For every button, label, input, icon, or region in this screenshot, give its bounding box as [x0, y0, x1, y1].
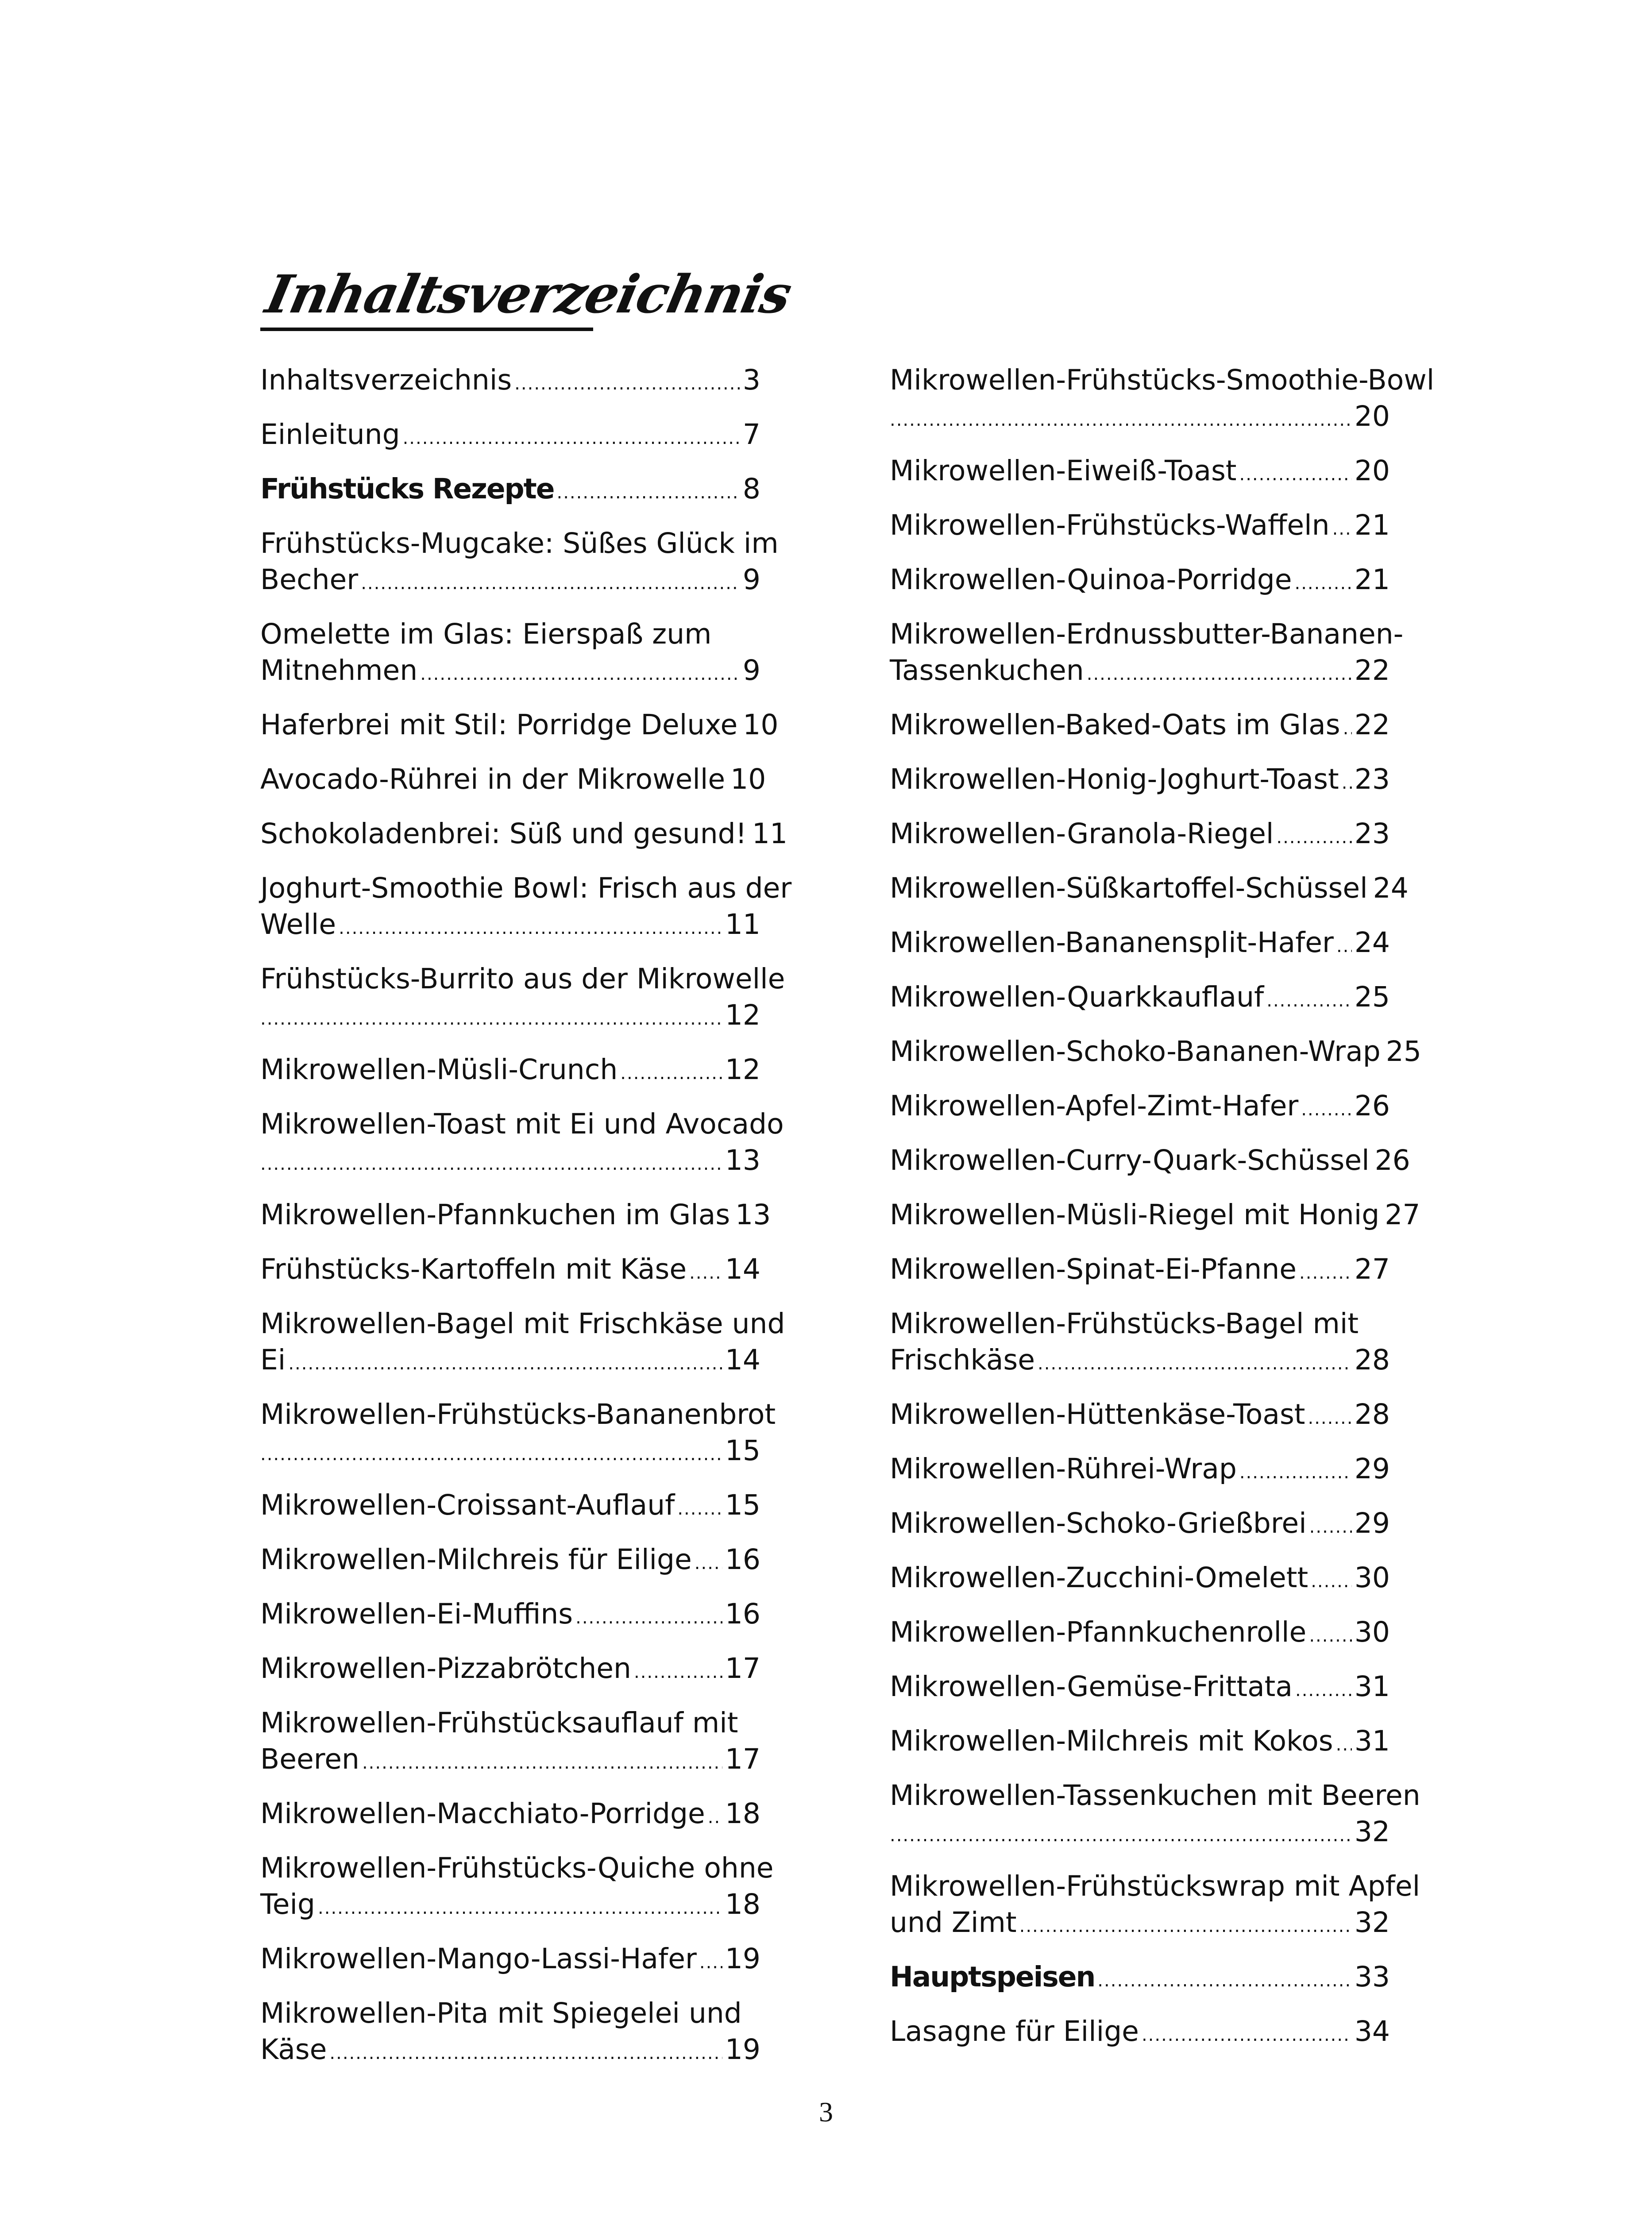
- dot-leader: [329, 2035, 722, 2071]
- toc-entry[interactable]: [260, 1941, 760, 1995]
- toc-entry-page: 21: [1354, 509, 1390, 541]
- dot-leader: [695, 1545, 722, 1581]
- toc-entry[interactable]: [260, 1487, 760, 1542]
- toc-entry-title: Mikrowellen-Hüttenkäse-Toast: [890, 1398, 1305, 1430]
- toc-entry-title: Tassenkuchen: [890, 654, 1084, 686]
- toc-entry[interactable]: [260, 525, 779, 616]
- toc-entry-title: Mikrowellen-Macchiato-Porridge: [260, 1797, 705, 1830]
- toc-entry-page: 15: [725, 1489, 760, 1521]
- toc-entry-page: 30: [1354, 1561, 1390, 1594]
- dot-leader: [1295, 1672, 1352, 1708]
- toc-entry-title: Mitnehmen: [260, 654, 418, 686]
- toc-entry-page: 20: [1354, 400, 1390, 432]
- toc-entry-title: Mikrowellen-Zucchini-Omelett: [890, 1561, 1308, 1594]
- toc-entry[interactable]: [260, 471, 760, 525]
- toc-entry-page: 15: [725, 1434, 760, 1467]
- toc-entry[interactable]: [260, 1796, 760, 1850]
- toc-entry-page: 27: [1385, 1199, 1420, 1231]
- toc-entry-title: Mikrowellen-Gemüse-Frittata: [890, 1670, 1293, 1703]
- dot-leader: [634, 1654, 722, 1690]
- toc-entry[interactable]: [260, 707, 779, 761]
- toc-entry[interactable]: [260, 362, 760, 416]
- toc-entry[interactable]: [260, 1197, 771, 1251]
- toc-entry[interactable]: [890, 1306, 1390, 1396]
- toc-entry-title: Haferbrei mit Stil: Porridge Deluxe: [260, 709, 738, 741]
- toc-entry-title: Frühstücks-Mugcake: Süßes Glück im: [260, 527, 779, 559]
- dot-leader: [689, 1255, 722, 1291]
- toc-entry-title: Mikrowellen-Baked-Oats im Glas: [890, 709, 1340, 741]
- dot-leader: [1266, 983, 1352, 1019]
- toc-entry[interactable]: [890, 1777, 1420, 1868]
- toc-entry[interactable]: [890, 1142, 1410, 1197]
- toc-entry[interactable]: [260, 1306, 785, 1396]
- toc-entry-page: 13: [735, 1199, 771, 1231]
- dot-leader: [1276, 819, 1351, 856]
- toc-entry-page: 21: [1354, 563, 1390, 596]
- toc-entry-title: Beeren: [260, 1743, 359, 1775]
- dot-leader: [260, 1146, 722, 1182]
- toc-entry-title: Mikrowellen-Schoko-Bananen-Wrap: [890, 1035, 1381, 1068]
- toc-entry[interactable]: [890, 362, 1435, 453]
- toc-entry-page: 16: [725, 1598, 760, 1630]
- toc-entry-page: 29: [1354, 1453, 1390, 1485]
- toc-entry-title: Mikrowellen-Croissant-Auflauf: [260, 1489, 675, 1521]
- toc-entry-title: Becher: [260, 563, 359, 596]
- toc-entry[interactable]: [890, 1251, 1390, 1306]
- dot-leader: [288, 1346, 722, 1382]
- toc-entry-page: 18: [725, 1797, 760, 1830]
- toc-entry[interactable]: [890, 925, 1390, 979]
- toc-entry-title: Mikrowellen-Frühstücks-Bananenbrot: [260, 1398, 776, 1430]
- toc-entry[interactable]: [890, 1451, 1390, 1505]
- toc-entry-title: Mikrowellen-Toast mit Ei und Avocado: [260, 1108, 784, 1140]
- dot-leader: [890, 1817, 1352, 1854]
- toc-entry-title: Mikrowellen-Tassenkuchen mit Beeren: [890, 1779, 1420, 1812]
- toc-entry-page: 23: [1354, 763, 1390, 795]
- toc-entry-page: 26: [1354, 1090, 1390, 1122]
- toc-entry-title: Mikrowellen-Milchreis für Eilige: [260, 1543, 692, 1576]
- toc-entry-title: Avocado-Rührei in der Mikrowelle: [260, 763, 726, 795]
- dot-leader: [1309, 1509, 1352, 1545]
- toc-entry-page: 31: [1354, 1725, 1390, 1757]
- toc-entry-title: Mikrowellen-Frühstücksauflauf mit: [260, 1707, 738, 1739]
- toc-entry-page: 19: [725, 2033, 760, 2066]
- toc-entry[interactable]: [890, 1396, 1390, 1451]
- toc-entry-page: 13: [725, 1144, 760, 1176]
- toc-entry-page: 30: [1354, 1616, 1390, 1648]
- toc-entry[interactable]: [260, 1705, 760, 1796]
- dot-leader: [557, 474, 740, 511]
- toc-heading: Inhaltsverzeichnis: [261, 263, 797, 325]
- toc-entry[interactable]: [890, 1088, 1390, 1142]
- dot-leader: [1295, 565, 1352, 601]
- toc-entry-title: Mikrowellen-Quinoa-Porridge: [890, 563, 1292, 596]
- toc-entry-page: 18: [725, 1888, 760, 1920]
- dot-leader: [403, 420, 740, 456]
- dot-leader: [318, 1890, 722, 1926]
- toc-entry-title: Teig: [260, 1888, 316, 1920]
- dot-leader: [677, 1491, 722, 1527]
- toc-entry-title: Lasagne für Eilige: [890, 2015, 1139, 2047]
- toc-entry-title: Mikrowellen-Pfannkuchenrolle: [890, 1616, 1307, 1648]
- page-number: 3: [819, 2096, 833, 2128]
- toc-entry-title: Mikrowellen-Pizzabrötchen: [260, 1652, 631, 1685]
- toc-entry-title: Ei: [260, 1344, 286, 1376]
- dot-leader: [514, 366, 740, 402]
- toc-entry-page: 34: [1354, 2015, 1390, 2047]
- toc-entry-title: Welle: [260, 908, 336, 941]
- dot-leader: [1301, 1091, 1352, 1128]
- toc-entry-page: 26: [1374, 1144, 1410, 1176]
- toc-entry-title: Mikrowellen-Milchreis mit Kokos: [890, 1725, 1333, 1757]
- toc-entry-title: Frühstücks Rezepte: [260, 473, 554, 505]
- toc-entry[interactable]: [890, 761, 1390, 816]
- dot-leader: [1019, 1908, 1352, 1944]
- toc-entry[interactable]: [890, 2013, 1390, 2068]
- toc-entry-title: Frühstücks-Kartoffeln mit Käse: [260, 1253, 687, 1285]
- toc-entry[interactable]: [260, 1995, 760, 2086]
- toc-entry[interactable]: [890, 562, 1390, 616]
- toc-entry-title: Mikrowellen-Frühstücks-Smoothie-Bowl: [890, 364, 1435, 396]
- dot-leader: [1332, 511, 1352, 547]
- toc-entry[interactable]: [890, 1669, 1390, 1723]
- toc-entry-page: 22: [1354, 709, 1390, 741]
- toc-entry-page: 28: [1354, 1398, 1390, 1430]
- toc-entry-title: Mikrowellen-Bananensplit-Hafer: [890, 926, 1334, 959]
- toc-entry-title: Frischkäse: [890, 1344, 1035, 1376]
- toc-entry-page: 32: [1354, 1816, 1390, 1848]
- toc-entry-page: 17: [725, 1652, 760, 1685]
- toc-entry-title: Mikrowellen-Honig-Joghurt-Toast: [890, 763, 1339, 795]
- toc-entry-page: 9: [742, 654, 760, 686]
- toc-entry[interactable]: [260, 1251, 760, 1306]
- dot-leader: [1308, 1400, 1351, 1436]
- toc-entry-title: Mikrowellen-Frühstücks-Quiche ohne: [260, 1852, 774, 1884]
- toc-entry-page: 12: [725, 999, 760, 1031]
- toc-entry-title: Mikrowellen-Spinat-Ei-Pfanne: [890, 1253, 1297, 1285]
- toc-entry-page: 16: [725, 1543, 760, 1576]
- toc-entry[interactable]: [260, 1850, 774, 1941]
- toc-entry-title: Mikrowellen-Frühstücks-Bagel mit: [890, 1307, 1359, 1340]
- dot-leader: [1343, 710, 1352, 747]
- toc-entry-title: Mikrowellen-Mango-Lassi-Hafer: [260, 1943, 697, 1975]
- toc-entry-page: 22: [1354, 654, 1390, 686]
- toc-entry[interactable]: [890, 707, 1390, 761]
- dot-leader: [362, 1745, 722, 1781]
- toc-entry[interactable]: [260, 1596, 760, 1650]
- toc-entry[interactable]: [890, 1505, 1390, 1560]
- toc-entry[interactable]: [260, 416, 760, 471]
- toc-entry-title: Omelette im Glas: Eierspaß zum: [260, 618, 712, 650]
- toc-entry[interactable]: [890, 1033, 1421, 1088]
- toc-entry-title: Mikrowellen-Frühstückswrap mit Apfel: [890, 1870, 1420, 1902]
- toc-entry-page: 23: [1354, 817, 1390, 850]
- toc-entry-page: 10: [730, 763, 766, 795]
- toc-entry-title: Inhaltsverzeichnis: [260, 364, 512, 396]
- toc-entry-title: Hauptspeisen: [890, 1961, 1095, 1993]
- dot-leader: [1336, 928, 1352, 964]
- toc-entry-title: Frühstücks-Burrito aus der Mikrowelle: [260, 963, 785, 995]
- toc-entry-title: Schokoladenbrei: Süß und gesund!: [260, 817, 747, 850]
- toc-entry-page: 31: [1354, 1670, 1390, 1703]
- toc-entry-page: 17: [725, 1743, 760, 1775]
- dot-leader: [1311, 1563, 1352, 1600]
- toc-entry-page: 25: [1386, 1035, 1421, 1068]
- dot-leader: [1038, 1346, 1352, 1382]
- toc-entry[interactable]: [260, 961, 785, 1052]
- toc-entry-title: Mikrowellen-Pita mit Spiegelei und: [260, 1997, 742, 2029]
- dot-leader: [1239, 456, 1351, 493]
- toc-entry-title: Mikrowellen-Süßkartoffel-Schüssel: [890, 872, 1368, 904]
- toc-entry[interactable]: [260, 1650, 760, 1705]
- dot-leader: [1299, 1255, 1352, 1291]
- toc-entry[interactable]: [260, 1052, 760, 1106]
- dot-leader: [260, 1001, 722, 1037]
- toc-entry-page: 11: [725, 908, 760, 941]
- toc-entry-page: 29: [1354, 1507, 1390, 1539]
- toc-entry[interactable]: [890, 453, 1390, 507]
- dot-leader: [1239, 1454, 1352, 1491]
- toc-entry-title: Mikrowellen-Pfannkuchen im Glas: [260, 1199, 730, 1231]
- dot-leader: [260, 1436, 722, 1473]
- toc-entry-title: Einleitung: [260, 418, 400, 451]
- toc-entry-page: 12: [725, 1053, 760, 1086]
- dot-leader: [575, 1600, 722, 1636]
- dot-leader: [708, 1799, 722, 1835]
- dot-leader: [420, 656, 740, 692]
- toc-entry-title: und Zimt: [890, 1906, 1017, 1939]
- dot-leader: [1309, 1618, 1352, 1654]
- toc-entry-page: 33: [1354, 1961, 1390, 1993]
- toc-entry-title: Mikrowellen-Müsli-Riegel mit Honig: [890, 1199, 1380, 1231]
- toc-entry[interactable]: [260, 1106, 784, 1197]
- dot-leader: [890, 402, 1352, 438]
- toc-entry[interactable]: [890, 1197, 1420, 1251]
- toc-entry-title: Mikrowellen-Quarkkauflauf: [890, 981, 1264, 1013]
- toc-entry-page: 11: [752, 817, 788, 850]
- toc-entry[interactable]: [260, 616, 760, 707]
- toc-entry[interactable]: [260, 1542, 760, 1596]
- toc-entry-title: Mikrowellen-Schoko-Grießbrei: [890, 1507, 1307, 1539]
- dot-leader: [1142, 2017, 1352, 2053]
- toc-entry-page: 8: [742, 473, 760, 505]
- toc-entry[interactable]: [890, 507, 1390, 562]
- toc-entry-title: Mikrowellen-Müsli-Crunch: [260, 1053, 618, 1086]
- toc-entry-title: Käse: [260, 2033, 327, 2066]
- toc-entry[interactable]: [890, 1614, 1390, 1669]
- toc-entry-title: Mikrowellen-Bagel mit Frischkäse und: [260, 1307, 785, 1340]
- toc-entry-page: 3: [742, 364, 760, 396]
- dot-leader: [339, 910, 722, 946]
- dot-leader: [361, 565, 740, 601]
- toc-entry-page: 7: [742, 418, 760, 451]
- toc-entry[interactable]: [260, 1396, 776, 1487]
- toc-right-column: [890, 362, 1435, 2068]
- dot-leader: [1342, 765, 1352, 801]
- toc-entry-page: 24: [1373, 872, 1409, 904]
- toc-entry[interactable]: [260, 870, 792, 961]
- toc-entry[interactable]: [890, 870, 1409, 925]
- toc-entry[interactable]: [260, 761, 766, 816]
- toc-entry-page: 14: [725, 1344, 760, 1376]
- toc-entry-title: Mikrowellen-Curry-Quark-Schüssel: [890, 1144, 1370, 1176]
- toc-entry-page: 14: [725, 1253, 760, 1285]
- toc-entry-title: Joghurt-Smoothie Bowl: Frisch aus der: [260, 872, 792, 904]
- toc-entry-page: 28: [1354, 1344, 1390, 1376]
- toc-entry[interactable]: [890, 816, 1390, 870]
- toc-entry-page: 25: [1354, 981, 1390, 1013]
- toc-entry-title: Mikrowellen-Ei-Muffins: [260, 1598, 573, 1630]
- toc-entry[interactable]: [260, 816, 788, 870]
- toc-entry-page: 24: [1354, 926, 1390, 959]
- toc-entry[interactable]: [890, 1560, 1390, 1614]
- dot-leader: [620, 1055, 722, 1091]
- toc-entry-title: Mikrowellen-Eiweiß-Toast: [890, 455, 1237, 487]
- toc-entry[interactable]: [890, 1868, 1420, 1959]
- toc-entry[interactable]: [890, 1723, 1390, 1777]
- toc-entry-page: 32: [1354, 1906, 1390, 1939]
- dot-leader: [1336, 1727, 1352, 1763]
- toc-entry-page: 9: [742, 563, 760, 596]
- heading-underline: [260, 328, 593, 331]
- dot-leader: [699, 1944, 722, 1981]
- dot-leader: [1097, 1962, 1352, 1999]
- toc-entry-page: 10: [743, 709, 779, 741]
- toc-entry[interactable]: [890, 979, 1390, 1033]
- toc-entry-title: Mikrowellen-Frühstücks-Waffeln: [890, 509, 1330, 541]
- toc-entry-title: Mikrowellen-Erdnussbutter-Bananen-: [890, 618, 1404, 650]
- toc-entry[interactable]: [890, 1959, 1390, 2013]
- toc-entry-page: 27: [1354, 1253, 1390, 1285]
- toc-entry-title: Mikrowellen-Apfel-Zimt-Hafer: [890, 1090, 1299, 1122]
- toc-left-column: [260, 362, 792, 2086]
- toc-entry[interactable]: [890, 616, 1404, 707]
- toc-entry-page: 19: [725, 1943, 760, 1975]
- toc-entry-title: Mikrowellen-Rührei-Wrap: [890, 1453, 1237, 1485]
- dot-leader: [1087, 656, 1352, 692]
- toc-entry-title: Mikrowellen-Granola-Riegel: [890, 817, 1274, 850]
- toc-entry-page: 20: [1354, 455, 1390, 487]
